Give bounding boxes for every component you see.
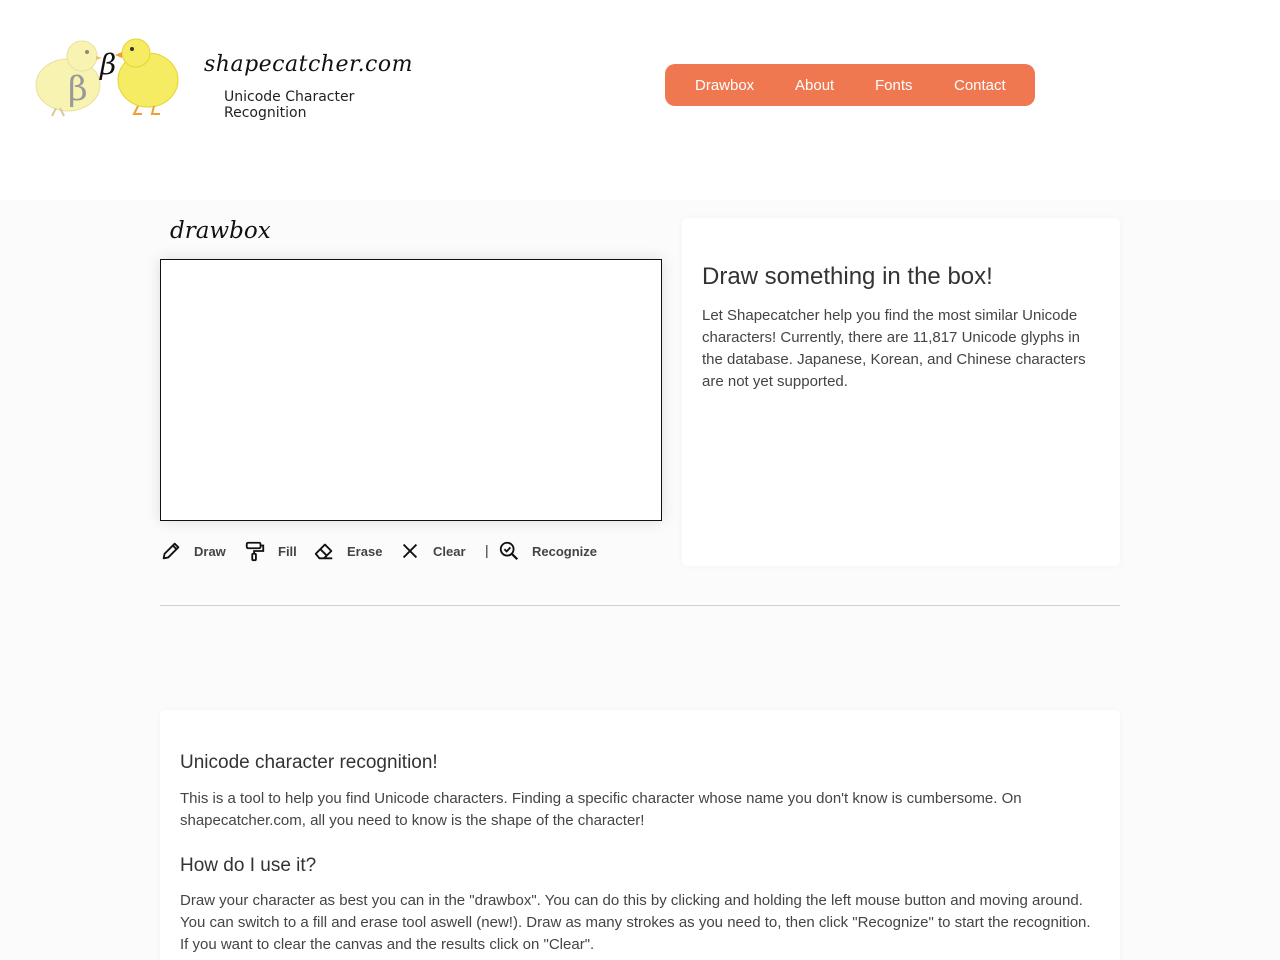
eraser-icon: [313, 540, 335, 562]
draw-tool-label: Draw: [194, 543, 226, 559]
drawbox-title: drawbox: [170, 218, 271, 244]
drawbox-canvas[interactable]: [160, 259, 662, 521]
fill-tool-label: Fill: [278, 543, 297, 559]
about-card: [160, 710, 1120, 960]
erase-tool-label: Erase: [347, 543, 383, 559]
usage-text: Draw your character as best you can in the "drawbox". You can do this by clicking and holding the left mouse button and moving around. You can switch to a fill and erase tool aswell (new!). Draw as many strokes as you need to, then click "Recognize" to start the recognition. If you want to clear the canvas and the results click on "Clear".: [180, 892, 1091, 953]
recognize-label: Recognize: [532, 543, 598, 559]
clear-label: Clear: [433, 543, 466, 559]
recognize-button[interactable]: [498, 538, 597, 564]
paint-roller-icon: [244, 540, 266, 562]
clear-button[interactable]: [399, 538, 466, 564]
nav-drawbox[interactable]: Drawbox: [695, 77, 755, 94]
about-heading: Unicode character recognition!: [180, 752, 438, 773]
usage-heading: How do I use it?: [180, 855, 317, 876]
info-text: Let Shapecatcher help you find the most similar Unicode characters! Currently, there are 11,817 Unicode glyphs in the database. Japanese, Korean, and Chinese characters are not yet supported.: [702, 307, 1086, 390]
pencil-icon: [160, 540, 182, 562]
svg-text:β: β: [68, 69, 88, 109]
main-nav: [665, 64, 1035, 106]
site-name: shapecatcher.com: [204, 52, 413, 77]
site-tagline: Unicode Character Recognition: [224, 89, 355, 121]
site-logo[interactable]: [30, 30, 440, 125]
section-divider: [160, 605, 1120, 606]
drawbox-toolbar: [160, 538, 620, 564]
about-text: This is a tool to help you find Unicode characters. Finding a specific character whose name you don't know is cumbersome. On shapecatcher.com, all you need to know is the shape of the character!: [180, 790, 1022, 829]
close-icon: [399, 540, 421, 562]
fill-tool-button[interactable]: [244, 538, 297, 564]
chick-logo-icon: [30, 30, 190, 125]
nav-contact[interactable]: Contact: [954, 77, 1006, 94]
site-header: [0, 0, 1280, 200]
erase-tool-button[interactable]: [313, 538, 382, 564]
info-card: [682, 218, 1120, 566]
toolbar-separator: |: [485, 542, 489, 558]
nav-about[interactable]: About: [795, 77, 835, 94]
nav-fonts[interactable]: Fonts: [875, 77, 913, 94]
svg-text:β: β: [100, 48, 117, 81]
magnify-check-icon: [498, 540, 520, 562]
info-heading: Draw something in the box!: [702, 263, 993, 290]
draw-tool-button[interactable]: [160, 538, 226, 564]
